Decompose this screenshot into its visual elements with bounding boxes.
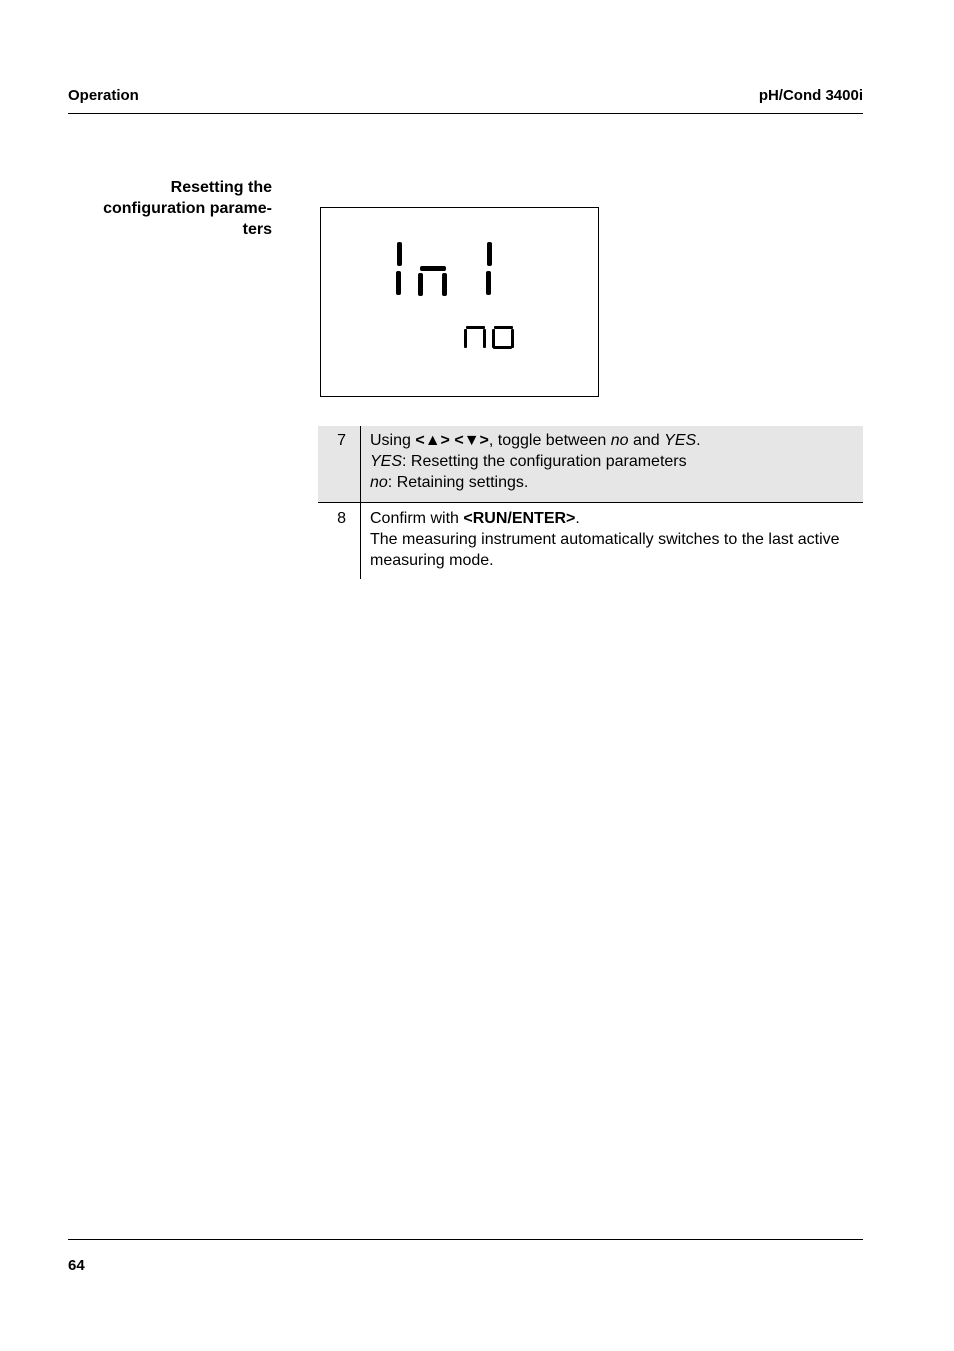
step-line: The measuring instrument automatically switches to the last active measuring mode. (370, 531, 840, 569)
segment (487, 242, 492, 266)
step-row (318, 503, 863, 579)
segment-display (321, 208, 598, 396)
side-heading-line: Resetting the (170, 179, 272, 196)
side-heading-line: configuration parame- (103, 200, 272, 217)
instrument-display (320, 207, 599, 397)
segment (466, 326, 485, 329)
key-up: <▲> (415, 432, 450, 449)
option-no: no (610, 432, 629, 449)
segment (511, 329, 514, 348)
header-section: Operation (68, 87, 139, 104)
step-line: Using <▲> <▼>, toggle between no and YES. (370, 432, 701, 449)
key-run-enter: <RUN/ENTER> (463, 510, 576, 527)
segment (397, 242, 402, 266)
segment (494, 326, 513, 329)
segment (442, 273, 447, 296)
step-line: no: Retaining settings. (370, 474, 529, 491)
segment (396, 271, 401, 295)
footer-rule (68, 1239, 863, 1240)
key-down: <▼> (454, 432, 489, 449)
segment (418, 273, 423, 296)
term-no: no (370, 474, 388, 491)
step-body (361, 503, 863, 579)
segment (493, 346, 512, 349)
display-sub-text (464, 326, 514, 349)
segment (420, 266, 446, 271)
page-number: 64 (68, 1257, 85, 1274)
header-product: pH/Cond 3400i (758, 87, 863, 104)
step-number: 8 (318, 503, 361, 579)
step-line: Confirm with <RUN/ENTER>. (370, 510, 580, 527)
term-yes: YES (370, 453, 403, 470)
step-row (318, 426, 863, 503)
option-yes: YES (664, 432, 697, 449)
display-main-text (396, 242, 492, 296)
segment (486, 271, 491, 295)
steps-table (318, 426, 863, 579)
side-heading (60, 177, 272, 240)
step-line: YES: Resetting the configuration parameters (370, 453, 687, 470)
step-number: 7 (318, 426, 361, 502)
segment (464, 329, 467, 348)
step-body (361, 426, 863, 502)
segment (483, 329, 486, 348)
segment (492, 329, 495, 348)
header-rule (68, 113, 863, 114)
side-heading-line: ters (242, 221, 272, 238)
